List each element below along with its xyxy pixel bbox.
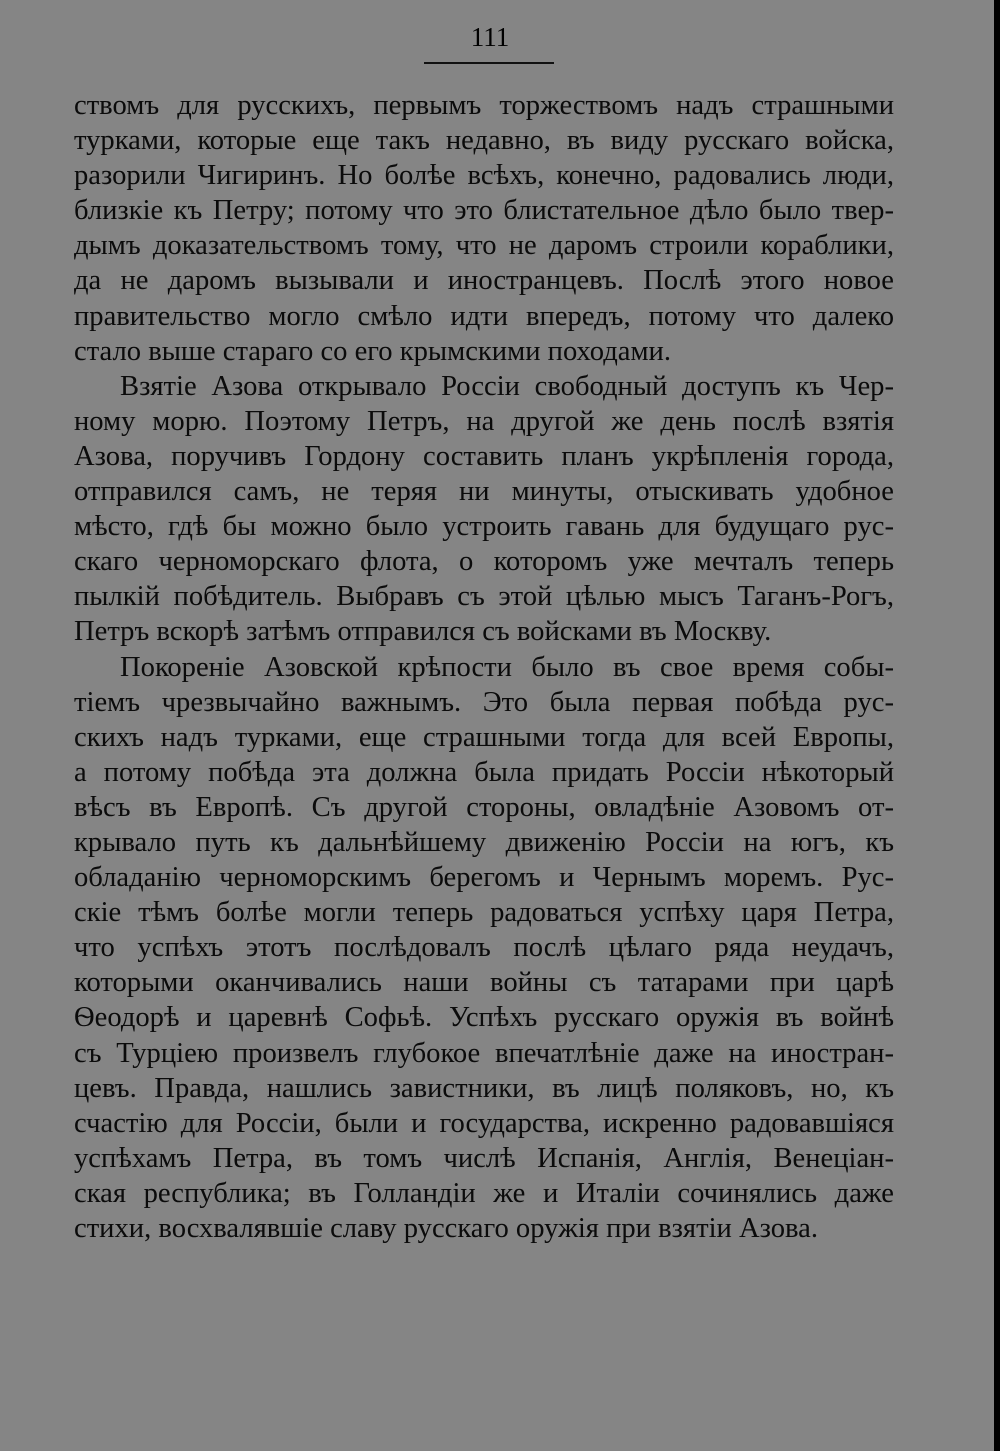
text-line: Петръ вскорѣ затѣмъ отправился съ войсками въ Москву. <box>74 616 772 648</box>
paragraph <box>74 650 894 1247</box>
text-line: скаго черноморскаго флота, о которомъ уже мечталъ теперь <box>74 546 894 578</box>
text-line: крывало путь къ дальнѣйшему движенiю Россiи на югъ, къ <box>74 826 894 858</box>
text-line: а потому побѣда эта должна была придать Россiи нѣкоторый <box>74 756 894 788</box>
text-line: вѣсъ въ Европѣ. Съ другой стороны, овладѣнiе Азовомъ от- <box>74 791 894 823</box>
text-line: Ѳеодорѣ и царевнѣ Софьѣ. Успѣхъ русскаго оружiя въ войнѣ <box>74 1002 894 1034</box>
text-line: отправился самъ, не теряя ни минуты, отыскивать удобное <box>74 476 894 508</box>
text-line: обладанiю черноморскимъ берегомъ и Чернымъ моремъ. Рус- <box>74 862 894 894</box>
text-line: ствомъ для русскихъ, первымъ торжествомъ надъ страшными <box>74 90 894 121</box>
body-text <box>74 88 894 1246</box>
paragraph <box>74 88 894 369</box>
text-line: да не даромъ вызывали и иностранцевъ. Послѣ этого новое <box>74 265 894 297</box>
page-number: 111 <box>470 22 510 52</box>
text-line: разорили Чигиринъ. Но болѣе всѣхъ, конечно, радовались люди, <box>74 160 894 192</box>
text-line: дымъ доказательствомъ тому, что не даромъ строили кораблики, <box>74 230 894 262</box>
text-line: мѣсто, гдѣ бы можно было устроить гавань для будущаго рус- <box>74 511 894 543</box>
text-line: стало выше стараго со его крымскими походами. <box>74 335 672 367</box>
text-line: Взятiе Азова открывало Россiи свободный доступъ къ Чер- <box>120 370 894 402</box>
text-line: Азова, поручивъ Гордону составить планъ укрѣпленiя города, <box>74 440 894 472</box>
text-line: правительство могло смѣло идти впередъ, потому что далеко <box>74 300 894 332</box>
scan-border <box>994 0 1000 1451</box>
text-line: турками, которые еще такъ недавно, въ виду русскаго войска, <box>74 125 894 157</box>
text-line: скихъ надъ турками, еще страшными тогда для всей Европы, <box>74 721 894 753</box>
text-line: Покоренiе Азовской крѣпости было въ свое время собы- <box>120 651 894 683</box>
page-number-rule <box>424 62 554 64</box>
text-line: тiемъ чрезвычайно важнымъ. Это была первая побѣда рус- <box>74 686 894 718</box>
text-line: ному морю. Поэтому Петръ, на другой же день послѣ взятiя <box>74 405 894 437</box>
text-line: съ Турцiею произвелъ глубокое впечатлѣнiе даже на иностран- <box>74 1037 894 1069</box>
text-line: скiе тѣмъ болѣе могли теперь радоваться успѣху царя Петра, <box>74 897 894 929</box>
text-line: пылкiй побѣдитель. Выбравъ съ этой цѣлью мысъ Таганъ-Рогъ, <box>74 581 894 613</box>
paragraph <box>74 369 894 650</box>
text-line: близкiе къ Петру; потому что это блистательное дѣло было твер- <box>74 195 894 227</box>
text-line: счастiю для Россiи, были и государства, искренно радовавшiяся <box>74 1107 894 1139</box>
text-line: успѣхамъ Петра, въ томъ числѣ Испанiя, Англiя, Венецiан- <box>74 1142 894 1174</box>
text-line: стихи, восхвалявшiе славу русскаго оружiя при взятiи Азова. <box>74 1213 818 1244</box>
text-line: что успѣхъ этотъ послѣдовалъ послѣ цѣлаго ряда неудачъ, <box>74 932 894 964</box>
text-line: которыми оканчивались наши войны съ татарами при царѣ <box>74 967 894 999</box>
text-line: цевъ. Правда, нашлись завистники, въ лицѣ поляковъ, но, къ <box>74 1072 894 1104</box>
text-line: ская республика; въ Голландiи же и Италiи сочинялись даже <box>74 1177 894 1209</box>
